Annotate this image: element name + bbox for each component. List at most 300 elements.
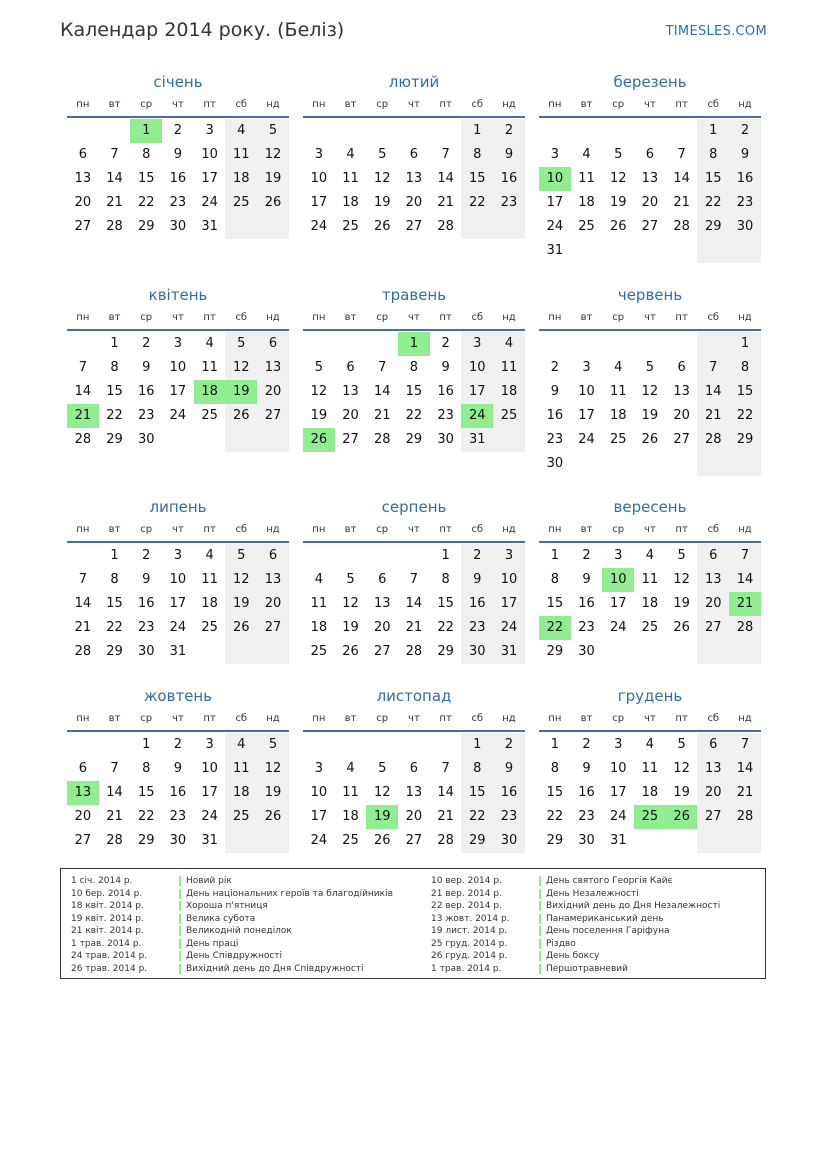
holiday-name: Новий рік bbox=[186, 876, 232, 886]
day-cell: 20 bbox=[673, 408, 690, 423]
month-name: березень bbox=[613, 73, 687, 91]
empty-cell bbox=[67, 332, 99, 356]
month-name: вересень bbox=[613, 498, 687, 516]
day-cell: 10 bbox=[201, 761, 218, 776]
empty-cell bbox=[697, 640, 729, 664]
day-cell: 26 bbox=[641, 432, 659, 447]
weekday-label: чт bbox=[644, 524, 656, 535]
day-cell: 6 bbox=[409, 761, 419, 776]
legend-row bbox=[421, 950, 720, 963]
day-cell: 5 bbox=[614, 147, 623, 162]
weekday-label: пт bbox=[203, 312, 216, 323]
day-cell: 3 bbox=[314, 761, 323, 776]
legend-row bbox=[421, 900, 720, 913]
day-cell: 1 bbox=[110, 548, 119, 563]
day-cell: 27 bbox=[257, 616, 289, 640]
empty-cell bbox=[99, 119, 131, 143]
day-cell: 17 bbox=[609, 596, 627, 611]
day-cell: 29 bbox=[546, 833, 564, 848]
day-cell: 4 bbox=[205, 548, 214, 563]
empty-cell bbox=[225, 829, 257, 853]
day-cell: 30 bbox=[137, 644, 155, 659]
day-cell: 11 bbox=[609, 384, 627, 399]
day-cell: 15 bbox=[697, 167, 729, 191]
day-cell: 1 bbox=[729, 332, 761, 356]
empty-cell bbox=[430, 733, 462, 757]
day-cell: 7 bbox=[78, 572, 87, 587]
weekday-label: пн bbox=[76, 312, 90, 323]
day-cell: 4 bbox=[314, 572, 323, 587]
day-cell: 22 bbox=[106, 408, 123, 423]
legend-row bbox=[61, 888, 393, 901]
day-cell: 14 bbox=[437, 785, 454, 800]
weekday-label: нд bbox=[502, 312, 516, 323]
month-2 bbox=[303, 72, 525, 239]
day-cell: 16 bbox=[137, 596, 155, 611]
day-cell: 5 bbox=[225, 544, 257, 568]
empty-cell bbox=[571, 119, 603, 143]
holiday-day-cell: 19 bbox=[366, 805, 398, 829]
legend-row bbox=[421, 925, 720, 938]
month-name: квітень bbox=[148, 286, 208, 304]
day-cell: 24 bbox=[310, 833, 328, 848]
day-cell: 4 bbox=[582, 147, 591, 162]
weekday-label: пт bbox=[439, 713, 452, 724]
weekday-label: сб bbox=[235, 99, 248, 110]
holiday-day-cell: 26 bbox=[303, 428, 335, 452]
day-cell: 4 bbox=[346, 761, 355, 776]
month-name: серпень bbox=[381, 498, 447, 516]
weekday-label: вт bbox=[580, 713, 593, 724]
day-cell: 22 bbox=[437, 620, 454, 635]
day-cell: 7 bbox=[110, 761, 119, 776]
weekday-label: ср bbox=[612, 312, 625, 323]
day-cell: 13 bbox=[257, 356, 289, 380]
legend-row bbox=[61, 963, 393, 976]
day-cell: 3 bbox=[173, 336, 183, 351]
day-cell: 13 bbox=[697, 568, 729, 592]
holiday-day-cell: 26 bbox=[666, 805, 698, 829]
day-cell: 26 bbox=[373, 833, 391, 848]
weekday-label: нд bbox=[266, 713, 280, 724]
day-cell: 21 bbox=[106, 809, 123, 824]
weekday-label: сб bbox=[471, 99, 484, 110]
month-name: травень bbox=[381, 286, 447, 304]
holiday-date: 26 трав. 2014 р. bbox=[71, 963, 148, 974]
empty-cell bbox=[257, 215, 289, 239]
holiday-marker bbox=[539, 901, 541, 911]
day-cell: 18 bbox=[493, 380, 525, 404]
day-cell: 30 bbox=[169, 219, 187, 234]
weekday-label: нд bbox=[266, 312, 280, 323]
day-cell: 6 bbox=[677, 360, 686, 375]
day-cell: 14 bbox=[729, 568, 761, 592]
day-cell: 10 bbox=[169, 360, 187, 375]
day-cell: 21 bbox=[673, 195, 690, 210]
day-cell: 7 bbox=[729, 544, 761, 568]
weekday-label: вт bbox=[344, 99, 357, 110]
month-name: листопад bbox=[376, 687, 452, 705]
holiday-marker bbox=[539, 914, 541, 924]
day-cell: 3 bbox=[614, 548, 623, 563]
empty-cell bbox=[634, 829, 666, 853]
weekday-header bbox=[303, 309, 525, 331]
day-cell: 2 bbox=[173, 737, 183, 752]
day-cell: 8 bbox=[461, 757, 493, 781]
empty-cell bbox=[602, 452, 634, 476]
weekday-label: сб bbox=[471, 713, 484, 724]
day-cell: 26 bbox=[673, 620, 690, 635]
day-cell: 14 bbox=[74, 596, 92, 611]
day-cell: 21 bbox=[697, 404, 729, 428]
day-cell: 19 bbox=[641, 408, 659, 423]
day-cell: 15 bbox=[137, 171, 155, 186]
holiday-date: 22 вер. 2014 р. bbox=[431, 901, 502, 911]
day-cell: 23 bbox=[437, 408, 454, 423]
holiday-name: Вихідний день до Дня Незалежності bbox=[546, 901, 721, 911]
empty-cell bbox=[335, 733, 367, 757]
day-cell: 27 bbox=[405, 833, 423, 848]
page-title: Календар 2014 року. (Беліз) bbox=[60, 19, 345, 41]
empty-cell bbox=[666, 332, 698, 356]
day-cell: 5 bbox=[257, 733, 289, 757]
holiday-date: 1 трав. 2014 р. bbox=[431, 963, 502, 974]
holiday-day-cell: 10 bbox=[602, 568, 634, 592]
weekday-label: сб bbox=[471, 524, 484, 535]
weekday-label: нд bbox=[738, 99, 752, 110]
day-grid bbox=[67, 544, 289, 664]
day-cell: 4 bbox=[493, 332, 525, 356]
day-cell: 5 bbox=[645, 360, 655, 375]
day-cell: 2 bbox=[493, 733, 525, 757]
day-cell: 16 bbox=[169, 785, 187, 800]
empty-cell bbox=[398, 544, 430, 568]
day-cell: 24 bbox=[493, 616, 525, 640]
day-cell: 20 bbox=[74, 195, 92, 210]
month-4 bbox=[67, 285, 289, 452]
weekday-label: ср bbox=[612, 524, 625, 535]
day-cell: 2 bbox=[729, 119, 761, 143]
holiday-date: 19 квіт. 2014 р. bbox=[71, 913, 144, 924]
weekday-label: пн bbox=[312, 713, 326, 724]
holiday-marker bbox=[539, 964, 541, 974]
day-cell: 18 bbox=[342, 809, 359, 824]
day-cell: 8 bbox=[110, 572, 119, 587]
empty-cell bbox=[571, 452, 603, 476]
day-grid bbox=[539, 733, 761, 853]
day-grid bbox=[539, 119, 761, 263]
day-cell: 10 bbox=[578, 384, 595, 399]
legend-row bbox=[61, 950, 393, 963]
holiday-date: 1 січ. 2014 р. bbox=[71, 876, 133, 886]
empty-cell bbox=[335, 119, 367, 143]
weekday-label: чт bbox=[644, 713, 656, 724]
day-cell: 22 bbox=[697, 191, 729, 215]
day-cell: 26 bbox=[257, 191, 289, 215]
day-cell: 4 bbox=[645, 548, 655, 563]
holiday-marker bbox=[179, 939, 181, 949]
day-cell: 2 bbox=[461, 544, 493, 568]
day-cell: 27 bbox=[673, 432, 690, 447]
day-cell: 3 bbox=[582, 360, 591, 375]
day-cell: 8 bbox=[550, 572, 559, 587]
day-cell: 21 bbox=[106, 195, 123, 210]
legend-row bbox=[421, 938, 720, 951]
empty-cell bbox=[602, 239, 634, 263]
day-cell: 31 bbox=[201, 833, 218, 848]
day-cell: 12 bbox=[373, 171, 391, 186]
weekday-label: нд bbox=[502, 524, 516, 535]
day-cell: 21 bbox=[373, 408, 391, 423]
month-name: січень bbox=[153, 73, 203, 91]
empty-cell bbox=[729, 452, 761, 476]
day-cell: 4 bbox=[614, 360, 623, 375]
month-11 bbox=[303, 686, 525, 853]
day-cell: 12 bbox=[225, 568, 257, 592]
day-cell: 1 bbox=[550, 737, 559, 752]
day-cell: 21 bbox=[437, 809, 454, 824]
weekday-label: вт bbox=[580, 99, 593, 110]
day-cell: 11 bbox=[342, 785, 359, 800]
day-cell: 20 bbox=[641, 195, 659, 210]
day-cell: 13 bbox=[405, 171, 423, 186]
day-cell: 6 bbox=[78, 147, 87, 162]
empty-cell bbox=[539, 332, 571, 356]
holiday-day-cell: 24 bbox=[461, 404, 493, 428]
empty-cell bbox=[366, 733, 398, 757]
day-cell: 8 bbox=[441, 572, 450, 587]
holiday-name: День національних героїв та благодійників bbox=[186, 888, 393, 899]
holiday-marker bbox=[179, 901, 181, 911]
day-cell: 31 bbox=[546, 243, 564, 258]
day-cell: 28 bbox=[729, 805, 761, 829]
day-cell: 11 bbox=[641, 761, 659, 776]
weekday-label: вт bbox=[580, 524, 593, 535]
day-cell: 9 bbox=[582, 761, 591, 776]
day-cell: 27 bbox=[373, 644, 391, 659]
day-cell: 10 bbox=[169, 572, 187, 587]
day-cell: 9 bbox=[461, 568, 493, 592]
day-cell: 6 bbox=[409, 147, 419, 162]
empty-cell bbox=[303, 332, 335, 356]
day-cell: 25 bbox=[225, 805, 257, 829]
day-cell: 26 bbox=[225, 404, 257, 428]
day-cell: 19 bbox=[257, 781, 289, 805]
day-cell: 24 bbox=[609, 809, 627, 824]
day-cell: 13 bbox=[373, 596, 391, 611]
weekday-label: пн bbox=[548, 312, 562, 323]
day-cell: 4 bbox=[205, 336, 214, 351]
day-cell: 25 bbox=[609, 432, 627, 447]
day-cell: 9 bbox=[493, 143, 525, 167]
holiday-day-cell: 1 bbox=[130, 119, 162, 143]
day-cell: 8 bbox=[729, 356, 761, 380]
day-cell: 30 bbox=[137, 432, 155, 447]
day-grid bbox=[67, 119, 289, 239]
weekday-label: чт bbox=[408, 99, 420, 110]
day-cell: 6 bbox=[346, 360, 355, 375]
day-cell: 6 bbox=[697, 733, 729, 757]
day-cell: 23 bbox=[546, 432, 564, 447]
empty-cell bbox=[303, 733, 335, 757]
holiday-day-cell: 25 bbox=[634, 805, 666, 829]
day-cell: 19 bbox=[609, 195, 627, 210]
day-cell: 6 bbox=[257, 544, 289, 568]
day-cell: 12 bbox=[641, 384, 659, 399]
empty-cell bbox=[162, 428, 194, 452]
weekday-label: чт bbox=[408, 524, 420, 535]
holiday-marker bbox=[179, 951, 181, 961]
day-cell: 21 bbox=[437, 195, 454, 210]
empty-cell bbox=[366, 332, 398, 356]
day-cell: 16 bbox=[546, 408, 564, 423]
day-cell: 5 bbox=[677, 737, 686, 752]
day-cell: 9 bbox=[582, 572, 591, 587]
weekday-label: пн bbox=[76, 524, 90, 535]
legend-row bbox=[421, 963, 720, 976]
month-3 bbox=[539, 72, 761, 263]
day-grid bbox=[67, 733, 289, 853]
day-cell: 20 bbox=[405, 195, 423, 210]
weekday-header bbox=[539, 96, 761, 118]
day-cell: 8 bbox=[110, 360, 119, 375]
day-cell: 27 bbox=[697, 616, 729, 640]
day-cell: 23 bbox=[493, 805, 525, 829]
day-cell: 9 bbox=[142, 572, 151, 587]
weekday-label: чт bbox=[408, 312, 420, 323]
day-cell: 17 bbox=[609, 785, 627, 800]
day-cell: 18 bbox=[225, 167, 257, 191]
day-cell: 17 bbox=[201, 785, 218, 800]
holiday-date: 10 бер. 2014 р. bbox=[71, 888, 143, 899]
day-cell: 29 bbox=[437, 644, 454, 659]
weekday-label: нд bbox=[502, 99, 516, 110]
day-cell: 14 bbox=[729, 757, 761, 781]
day-cell: 9 bbox=[441, 360, 450, 375]
day-cell: 19 bbox=[673, 596, 690, 611]
day-cell: 15 bbox=[405, 384, 423, 399]
day-cell: 9 bbox=[173, 147, 183, 162]
day-cell: 15 bbox=[106, 384, 123, 399]
day-cell: 22 bbox=[729, 404, 761, 428]
day-cell: 14 bbox=[106, 785, 123, 800]
holiday-name: День святого Георгія Кайє bbox=[546, 876, 673, 886]
day-cell: 2 bbox=[582, 548, 591, 563]
weekday-label: пт bbox=[439, 524, 452, 535]
day-cell: 23 bbox=[461, 616, 493, 640]
day-cell: 10 bbox=[310, 171, 328, 186]
day-cell: 11 bbox=[225, 757, 257, 781]
weekday-label: пн bbox=[548, 524, 562, 535]
day-cell: 3 bbox=[314, 147, 323, 162]
empty-cell bbox=[67, 119, 99, 143]
weekday-label: чт bbox=[172, 713, 184, 724]
brand-link[interactable]: TIMESLES.COM bbox=[665, 24, 767, 39]
weekday-label: вт bbox=[108, 99, 121, 110]
day-cell: 7 bbox=[677, 147, 686, 162]
day-cell: 29 bbox=[546, 644, 564, 659]
empty-cell bbox=[666, 239, 698, 263]
day-cell: 17 bbox=[461, 380, 493, 404]
month-12 bbox=[539, 686, 761, 853]
empty-cell bbox=[257, 829, 289, 853]
empty-cell bbox=[194, 640, 226, 664]
day-cell: 5 bbox=[378, 761, 387, 776]
day-cell: 1 bbox=[110, 336, 119, 351]
holiday-marker bbox=[179, 889, 181, 899]
day-cell: 25 bbox=[493, 404, 525, 428]
holiday-name: День праці bbox=[186, 938, 239, 949]
day-cell: 24 bbox=[201, 195, 218, 210]
empty-cell bbox=[99, 733, 131, 757]
holiday-name: День поселення Гаріфуна bbox=[546, 926, 670, 936]
day-cell: 24 bbox=[546, 219, 564, 234]
holiday-name: Хороша п'ятниця bbox=[186, 901, 268, 911]
empty-cell bbox=[335, 544, 367, 568]
day-cell: 27 bbox=[697, 805, 729, 829]
legend-row bbox=[61, 925, 393, 938]
day-cell: 6 bbox=[257, 332, 289, 356]
day-cell: 28 bbox=[729, 616, 761, 640]
day-cell: 19 bbox=[342, 620, 359, 635]
day-cell: 31 bbox=[609, 833, 627, 848]
legend-column-right bbox=[421, 875, 720, 975]
day-cell: 16 bbox=[578, 596, 595, 611]
day-cell: 30 bbox=[729, 215, 761, 239]
day-cell: 23 bbox=[137, 620, 155, 635]
day-cell: 11 bbox=[578, 171, 595, 186]
holiday-marker bbox=[179, 876, 181, 886]
day-cell: 14 bbox=[437, 171, 454, 186]
day-cell: 23 bbox=[137, 408, 155, 423]
day-cell: 19 bbox=[310, 408, 328, 423]
empty-cell bbox=[303, 119, 335, 143]
day-cell: 18 bbox=[578, 195, 595, 210]
holiday-date: 26 груд. 2014 р. bbox=[431, 951, 508, 961]
day-cell: 30 bbox=[578, 833, 595, 848]
empty-cell bbox=[729, 829, 761, 853]
day-cell: 11 bbox=[310, 596, 328, 611]
month-name: липень bbox=[149, 498, 207, 516]
day-cell: 30 bbox=[578, 644, 595, 659]
day-cell: 31 bbox=[493, 640, 525, 664]
weekday-label: ср bbox=[376, 713, 389, 724]
legend-row bbox=[421, 875, 720, 888]
day-cell: 3 bbox=[461, 332, 493, 356]
day-cell: 28 bbox=[437, 219, 454, 234]
empty-cell bbox=[430, 119, 462, 143]
empty-cell bbox=[634, 332, 666, 356]
day-cell: 11 bbox=[342, 171, 359, 186]
empty-cell bbox=[539, 119, 571, 143]
day-grid bbox=[67, 332, 289, 452]
day-cell: 7 bbox=[409, 572, 419, 587]
day-cell: 28 bbox=[405, 644, 423, 659]
day-cell: 6 bbox=[697, 544, 729, 568]
day-cell: 16 bbox=[461, 592, 493, 616]
day-cell: 26 bbox=[342, 644, 359, 659]
holiday-name: День боксу bbox=[546, 951, 600, 961]
empty-cell bbox=[729, 640, 761, 664]
empty-cell bbox=[493, 215, 525, 239]
day-cell: 15 bbox=[461, 781, 493, 805]
day-cell: 15 bbox=[106, 596, 123, 611]
day-cell: 24 bbox=[578, 432, 595, 447]
weekday-header bbox=[67, 710, 289, 732]
day-cell: 5 bbox=[346, 572, 355, 587]
day-cell: 10 bbox=[609, 761, 627, 776]
day-cell: 16 bbox=[169, 171, 187, 186]
